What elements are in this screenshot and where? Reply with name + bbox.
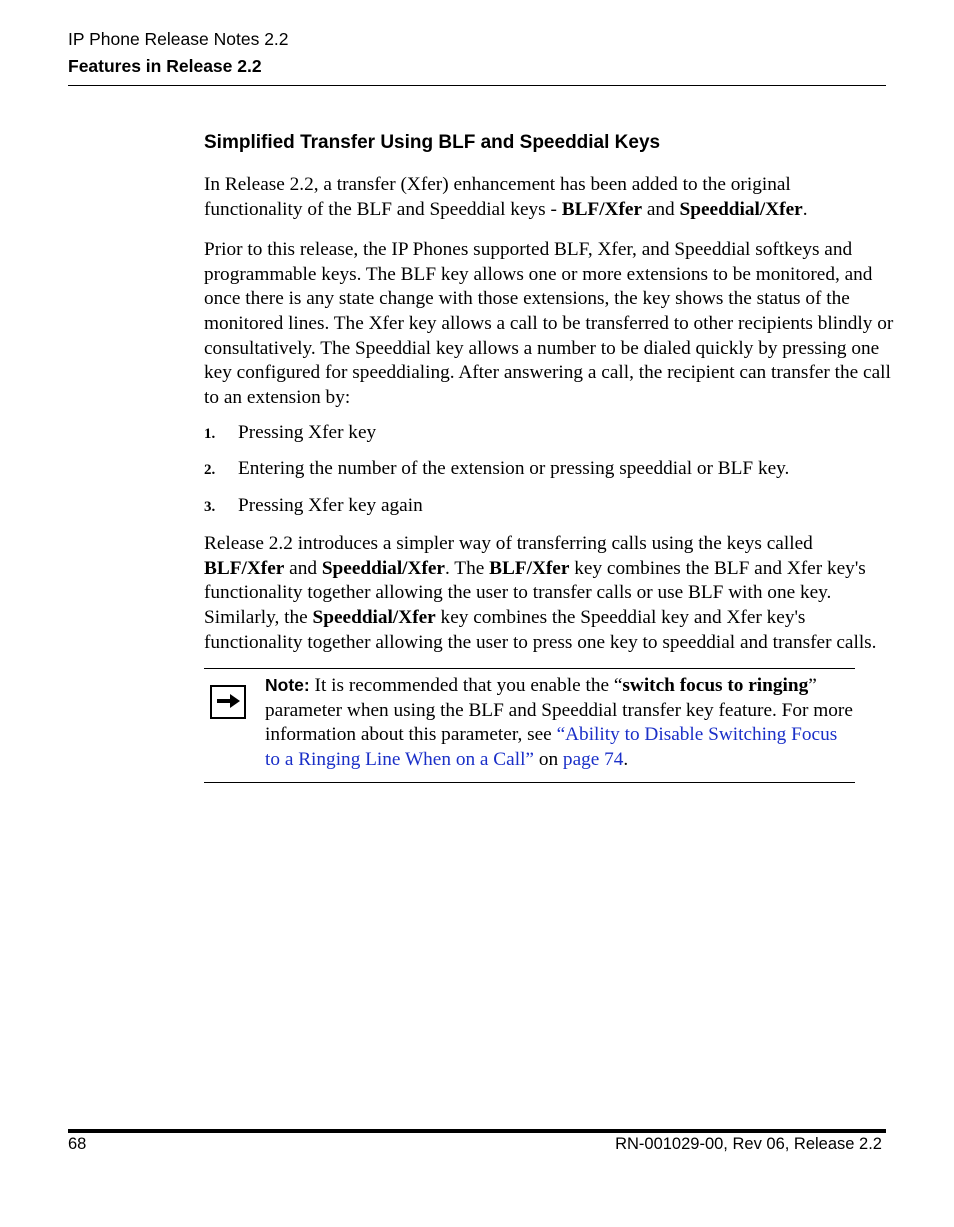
steps-list	[204, 421, 894, 518]
step-number: 1.	[204, 426, 216, 443]
speeddial-xfer-term: Speeddial/Xfer	[679, 198, 803, 220]
step-text: Pressing Xfer key	[238, 422, 377, 444]
blf-xfer-term: BLF/Xfer	[489, 557, 570, 579]
note-label: Note:	[265, 675, 310, 696]
footer-divider	[68, 1129, 886, 1133]
feature-text: . The	[445, 557, 490, 579]
page-reference-link[interactable]: page 74	[562, 748, 624, 770]
main-content	[204, 130, 894, 783]
step-number: 2.	[204, 462, 216, 479]
note-box	[204, 668, 855, 783]
note-body: ” parameter when using the BLF and Speeddial transfer key feature. For more information about this parameter, see	[265, 675, 853, 746]
feature-text: key combines the BLF and Xfer key's functionality together allowing the user to transfer calls or use BLF with one key. Similarly, the	[204, 557, 866, 628]
header-divider	[68, 85, 886, 86]
list-item	[204, 494, 894, 519]
intro-text-and: and	[642, 198, 680, 220]
document-id: RN-001029-00, Rev 06, Release 2.2	[615, 1135, 882, 1153]
speeddial-xfer-term: Speeddial/Xfer	[321, 557, 445, 579]
list-item	[204, 457, 894, 482]
intro-text-end: .	[802, 198, 808, 220]
note-text	[265, 673, 855, 772]
step-number: 3.	[204, 498, 216, 515]
feature-text: Release 2.2 introduces a simpler way of transferring calls using the keys called	[204, 533, 813, 555]
blf-xfer-term: BLF/Xfer	[561, 198, 643, 220]
arrow-right-icon	[210, 685, 246, 719]
running-header-section: Features in Release 2.2	[68, 56, 262, 76]
note-body: .	[623, 748, 629, 770]
blf-xfer-term: BLF/Xfer	[204, 557, 285, 579]
intro-paragraph	[204, 173, 894, 222]
speeddial-xfer-term: Speeddial/Xfer	[312, 606, 436, 628]
step-text: Pressing Xfer key again	[238, 494, 423, 516]
parameter-name: switch focus to ringing	[622, 675, 809, 697]
list-item	[204, 421, 894, 446]
running-header-title: IP Phone Release Notes 2.2	[68, 29, 289, 49]
background-paragraph: Prior to this release, the IP Phones supported BLF, Xfer, and Speeddial softkeys and programmable keys. The BLF key allows one or more extensions to be monitored, and once there is any state change with those extensions, the key shows the status of the monitored lines. The Xfer key allows a call to be transferred to other recipients blindly or consultatively. The Speeddial key allows a number to be dialed quickly by pressing one key configured for speeddialing. After answering a call, the recipient can transfer the call to an extension by:	[204, 239, 894, 408]
note-body: on	[534, 748, 563, 770]
note-body: It is recommended that you enable the “	[309, 675, 623, 697]
section-heading: Simplified Transfer Using BLF and Speeddial Keys	[204, 132, 661, 153]
cross-reference-link[interactable]: “Ability to Disable Switching Focus to a Ringing Line When on a Call”	[265, 724, 838, 770]
feature-text: key combines the Speeddial key and Xfer key's functionality together allowing the user to press one key to speeddial and transfer calls.	[204, 606, 877, 653]
step-text: Entering the number of the extension or pressing speeddial or BLF key.	[238, 458, 790, 480]
feature-paragraph	[204, 532, 894, 655]
intro-text: In Release 2.2, a transfer (Xfer) enhancement has been added to the original functionality of the BLF and Speeddial keys -	[204, 174, 791, 220]
feature-text: and	[284, 557, 322, 579]
page-number: 68	[68, 1135, 87, 1153]
